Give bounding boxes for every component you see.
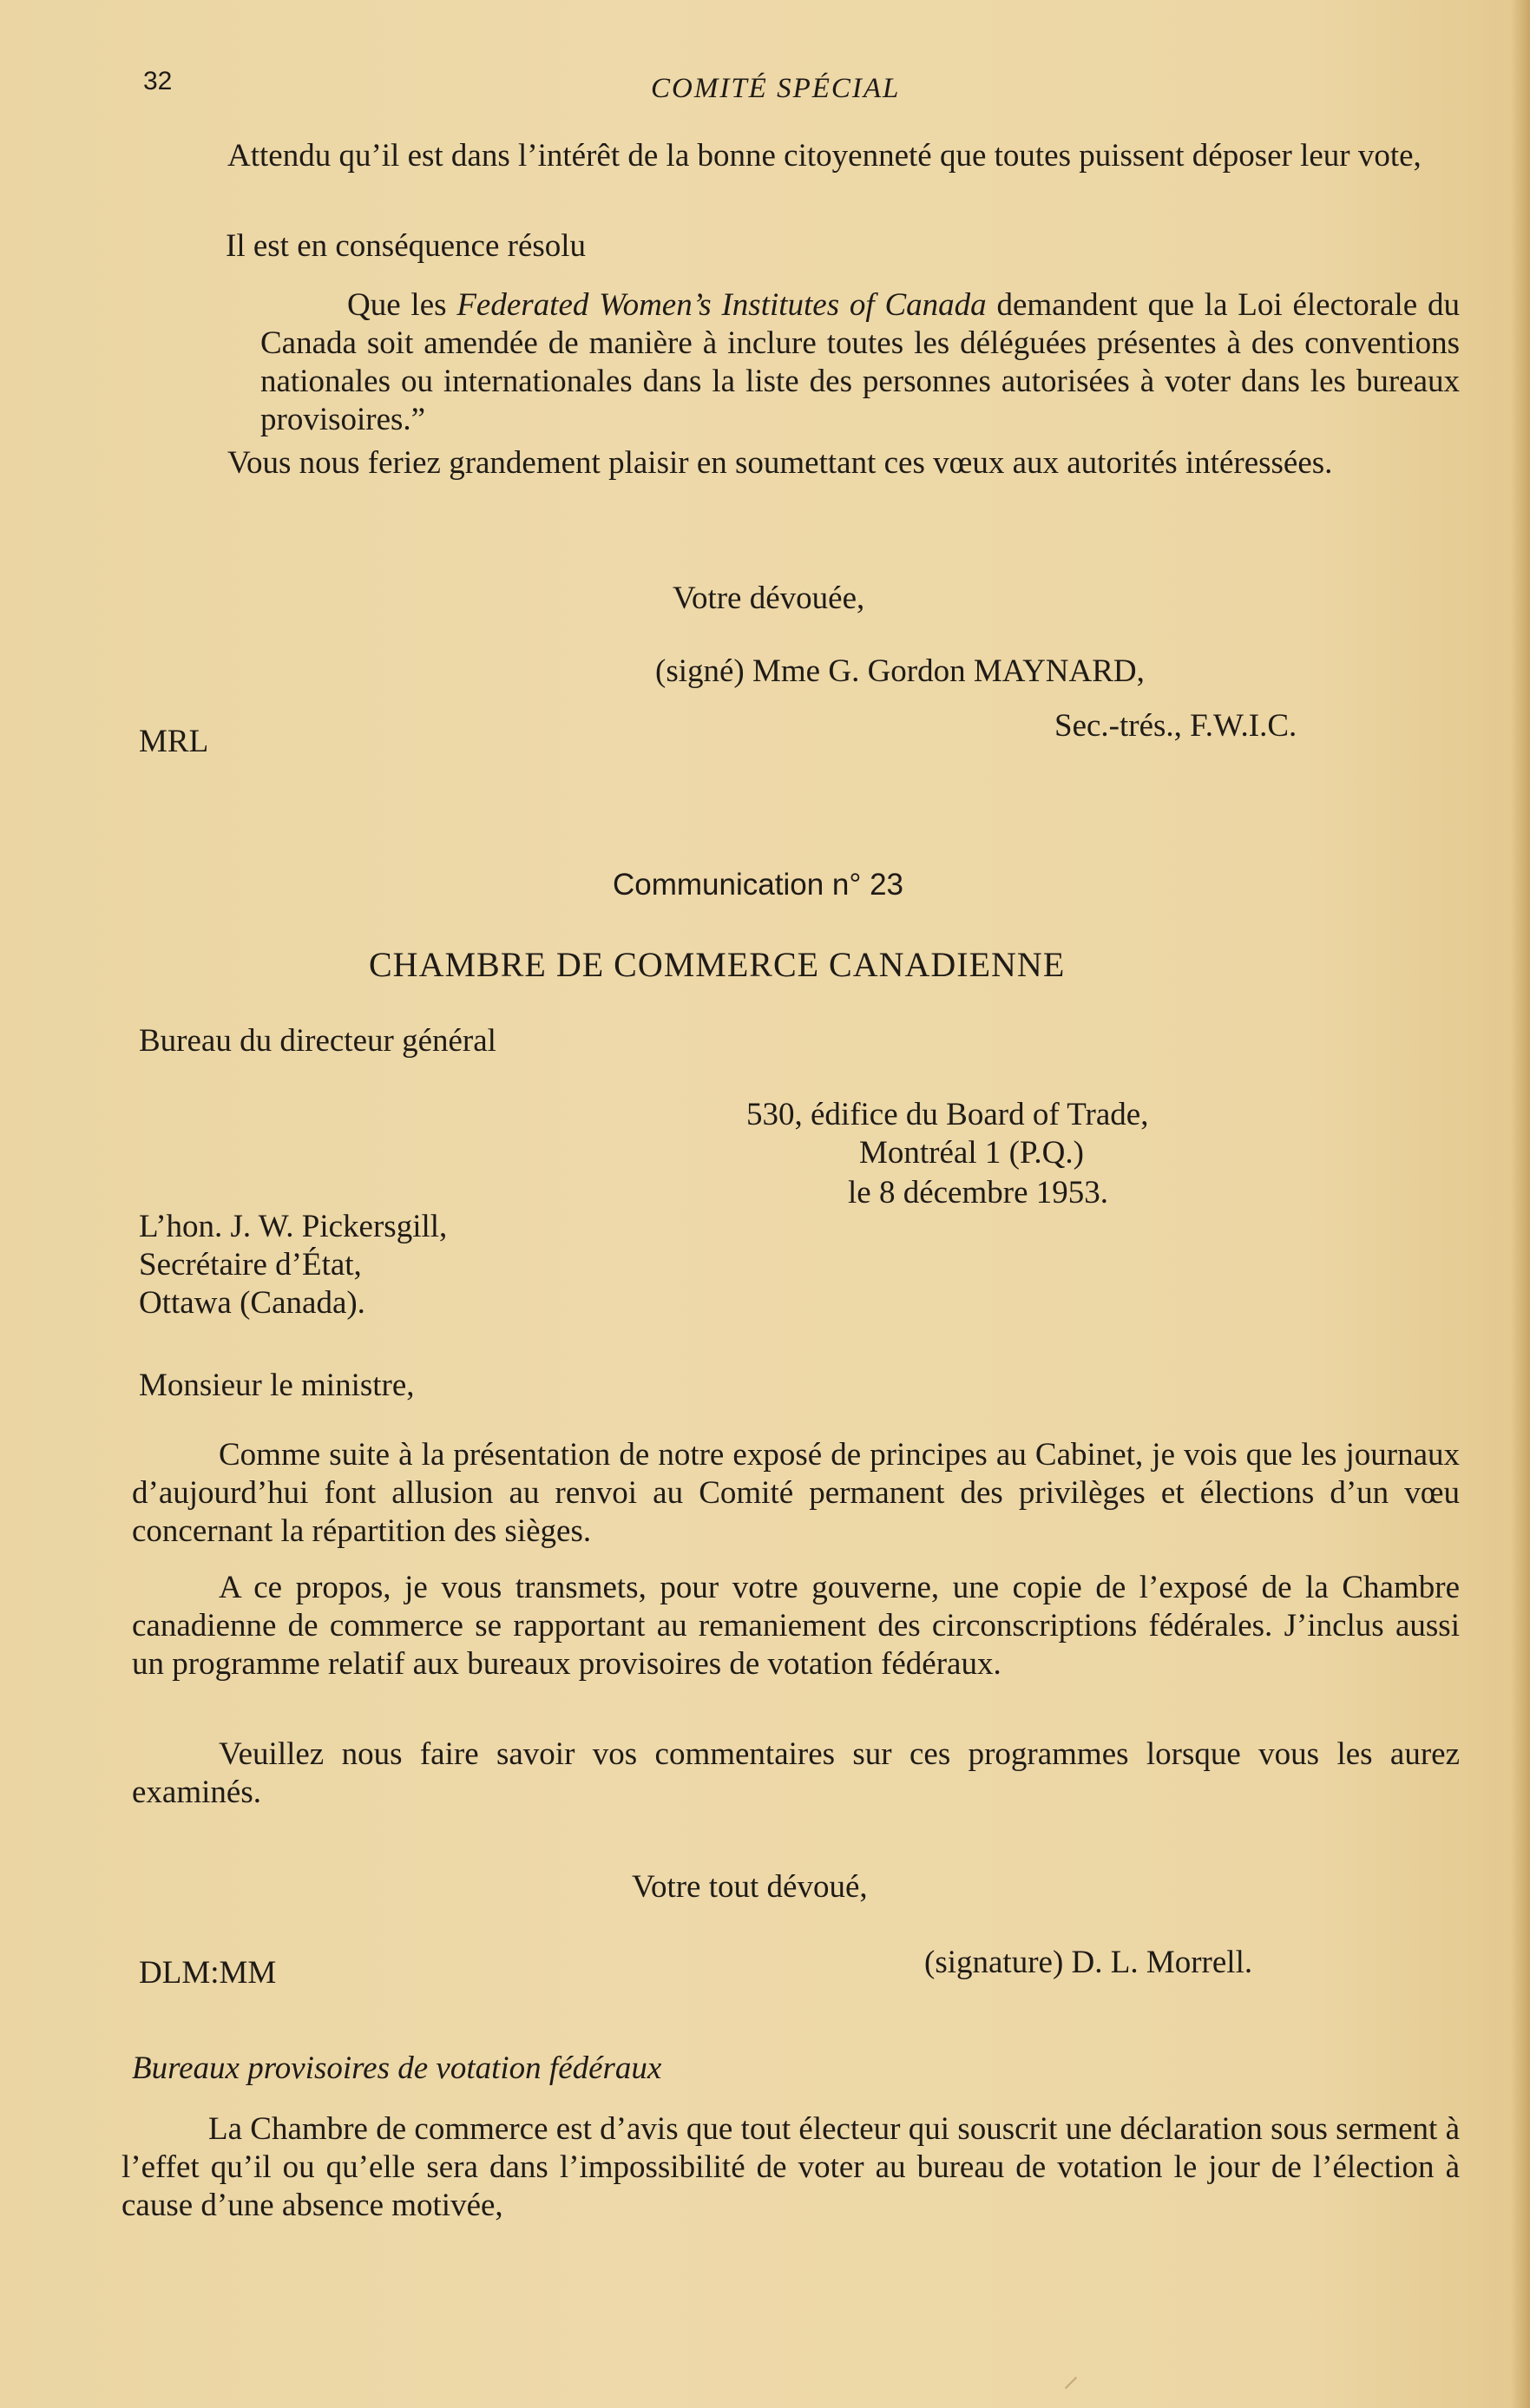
section-paragraph-1: La Chambre de commerce est d’avis que tout électeur qui souscrit une déclaration sous serment à l’effet qu’il ou qu’elle sera dans l’impossibilité de voter au bureau de votation le jour de l’élection à cause d’une absence motivée, xyxy=(121,2111,1460,2223)
recipient-line-2: Secrétaire d’État, xyxy=(139,1247,362,1283)
letter2-paragraph-3: Veuillez nous faire savoir vos commentaires sur ces programmes lorsque vous les aurez examinés. xyxy=(132,1736,1460,1810)
communication-heading: Communication n° 23 xyxy=(613,868,903,902)
resolution-prefix: Que les xyxy=(347,287,457,323)
office-line: Bureau du directeur général xyxy=(139,1023,496,1059)
letter1-signature: (signé) Mme G. Gordon MAYNARD, xyxy=(655,653,1145,689)
letter1-initials: MRL xyxy=(139,724,209,759)
resolution-text: demandent que la Loi électorale du Canada soit amendée de manière à inclure toutes les déléguées présentes à des conventions nationales ou internationales dans la liste des personnes autorisées à voter dans les bureaux provisoires.” xyxy=(260,287,1461,437)
letter1-paragraph-1: Attendu qu’il est dans l’intérêt de la bonne citoyenneté que toutes puissent déposer leur vote, xyxy=(227,138,1422,174)
address-line-1: 530, édifice du Board of Trade, xyxy=(746,1097,1149,1132)
page-edge-shadow xyxy=(1511,0,1530,2408)
running-title: COMITÉ SPÉCIAL xyxy=(651,73,901,104)
stray-mark xyxy=(1065,2377,1077,2389)
letter1-resolution xyxy=(260,286,1460,439)
letter1-paragraph-4: Vous nous feriez grandement plaisir en soumettant ces vœux aux autorités intéressées. xyxy=(227,445,1333,481)
page-number: 32 xyxy=(143,67,173,95)
recipient-line-3: Ottawa (Canada). xyxy=(139,1285,365,1321)
letter2-initials: DLM:MM xyxy=(139,1955,277,1991)
letter1-closing: Votre dévouée, xyxy=(673,581,865,616)
letter2-closing: Votre tout dévoué, xyxy=(632,1869,868,1905)
recipient-line-1: L’hon. J. W. Pickersgill, xyxy=(139,1209,448,1244)
letter1-signature-title: Sec.-trés., F.W.I.C. xyxy=(1054,708,1297,744)
letter2-signature: (signature) D. L. Morrell. xyxy=(924,1945,1253,1980)
letter2-paragraph-1: Comme suite à la présentation de notre exposé de principes au Cabinet, je vois que les journaux d’aujourd’hui font allusion au renvoi au Comité permanent des privilèges et élections d’un vœu concernant la répartition des sièges. xyxy=(132,1437,1460,1549)
resolution-organization: Federated Women’s Institutes of Canada xyxy=(456,287,987,323)
salutation: Monsieur le ministre, xyxy=(139,1368,415,1403)
organization-heading: CHAMBRE DE COMMERCE CANADIENNE xyxy=(369,945,1066,984)
section-title: Bureaux provisoires de votation fédéraux xyxy=(132,2050,662,2086)
letter2-paragraph-2: A ce propos, je vous transmets, pour votre gouverne, une copie de l’exposé de la Chambre canadienne de commerce se rapportant au remaniement des circonscriptions fédérales. J’inclus aussi un programme relatif aux bureaux provisoires de votation fédéraux. xyxy=(132,1570,1460,1682)
letter-date: le 8 décembre 1953. xyxy=(848,1175,1108,1211)
address-line-2: Montréal 1 (P.Q.) xyxy=(859,1135,1084,1171)
letter1-paragraph-2: Il est en conséquence résolu xyxy=(226,228,587,264)
